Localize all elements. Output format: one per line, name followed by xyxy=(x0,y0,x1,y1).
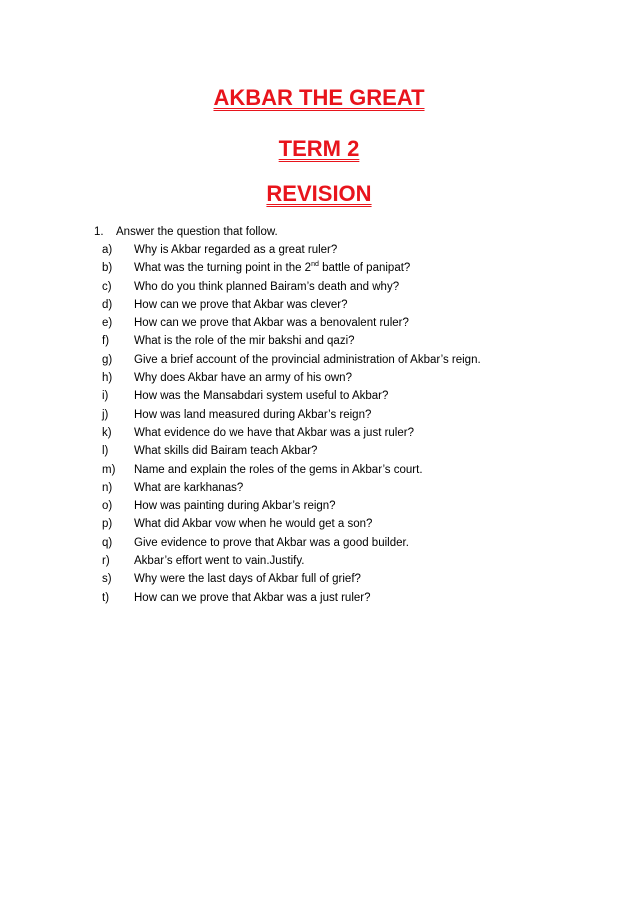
item-letter: d) xyxy=(102,298,113,311)
item-letter: j) xyxy=(102,408,109,421)
list-item xyxy=(94,498,614,516)
item-text: Name and explain the roles of the gems in Akbar’s court. xyxy=(134,463,423,476)
item-letter: h) xyxy=(102,372,113,385)
list-item xyxy=(94,315,614,333)
item-text: How was painting during Akbar’s reign? xyxy=(134,500,336,513)
item-text: What is the role of the mir bakshi and qazi? xyxy=(134,335,355,348)
item-letter: s) xyxy=(102,573,112,586)
list-item xyxy=(94,279,614,297)
item-text: Why is Akbar regarded as a great ruler? xyxy=(134,244,338,256)
question-instruction: Answer the question that follow. xyxy=(116,226,278,238)
list-item xyxy=(94,425,614,443)
item-text: How can we prove that Akbar was a benovalent ruler? xyxy=(134,317,409,330)
question-list xyxy=(94,242,614,608)
item-text: What are karkhanas? xyxy=(134,481,244,494)
item-letter: k) xyxy=(102,426,112,439)
list-item xyxy=(94,462,614,480)
question-section xyxy=(94,224,614,608)
list-item xyxy=(94,352,614,370)
item-text: What did Akbar vow when he would get a son? xyxy=(134,518,373,531)
item-text: How can we prove that Akbar was a just ruler? xyxy=(134,591,371,604)
item-letter: n) xyxy=(102,481,113,494)
list-item xyxy=(94,260,614,278)
item-letter: l) xyxy=(102,445,109,458)
list-item xyxy=(94,571,614,589)
item-text-part: What was the turning point in the 2 xyxy=(134,262,312,275)
list-item xyxy=(94,297,614,315)
question-number: 1. xyxy=(94,226,104,238)
item-text: How can we prove that Akbar was clever? xyxy=(134,298,348,311)
ordinal-superscript: nd xyxy=(311,261,319,269)
item-letter: p) xyxy=(102,518,113,531)
list-item xyxy=(94,388,614,406)
page-title xyxy=(0,85,638,111)
list-item xyxy=(94,480,614,498)
item-letter: c) xyxy=(102,280,112,293)
item-letter: m) xyxy=(102,463,116,476)
item-text: What evidence do we have that Akbar was a just ruler? xyxy=(134,426,414,439)
item-text: Why does Akbar have an army of his own? xyxy=(134,372,352,385)
item-letter: q) xyxy=(102,536,113,549)
item-letter: b) xyxy=(102,262,113,275)
item-text: Give a brief account of the provincial administration of Akbar’s reign. xyxy=(134,353,481,366)
revision-heading-text: REVISION xyxy=(266,181,372,206)
item-letter: i) xyxy=(102,390,109,403)
item-text-part: battle of panipat? xyxy=(318,262,411,275)
list-item xyxy=(94,535,614,553)
list-item xyxy=(94,443,614,461)
list-item xyxy=(94,516,614,534)
list-item xyxy=(94,370,614,388)
term-heading-text: TERM 2 xyxy=(278,136,360,161)
item-text: Why were the last days of Akbar full of grief? xyxy=(134,573,361,586)
item-letter: t) xyxy=(102,591,110,604)
item-text: Akbar’s effort went to vain.Justify. xyxy=(134,555,305,568)
question-heading xyxy=(94,224,614,242)
item-letter: o) xyxy=(102,500,113,513)
item-text: How was the Mansabdari system useful to Akbar? xyxy=(134,390,389,403)
revision-heading xyxy=(0,181,638,207)
item-letter: f) xyxy=(102,335,110,348)
list-item xyxy=(94,407,614,425)
page-title-text: AKBAR THE GREAT xyxy=(213,85,425,110)
item-text: How was land measured during Akbar’s reign? xyxy=(134,408,372,421)
term-heading xyxy=(0,136,638,162)
list-item xyxy=(94,553,614,571)
item-letter: e) xyxy=(102,317,113,330)
item-text: Who do you think planned Bairam’s death and why? xyxy=(134,280,400,293)
item-text: Give evidence to prove that Akbar was a good builder. xyxy=(134,536,409,549)
item-letter: g) xyxy=(102,353,113,366)
list-item xyxy=(94,590,614,608)
list-item xyxy=(94,333,614,351)
item-text: What skills did Bairam teach Akbar? xyxy=(134,445,318,458)
item-letter: a) xyxy=(102,244,113,256)
list-item xyxy=(94,242,614,260)
item-letter: r) xyxy=(102,555,110,568)
item-text xyxy=(134,260,614,276)
